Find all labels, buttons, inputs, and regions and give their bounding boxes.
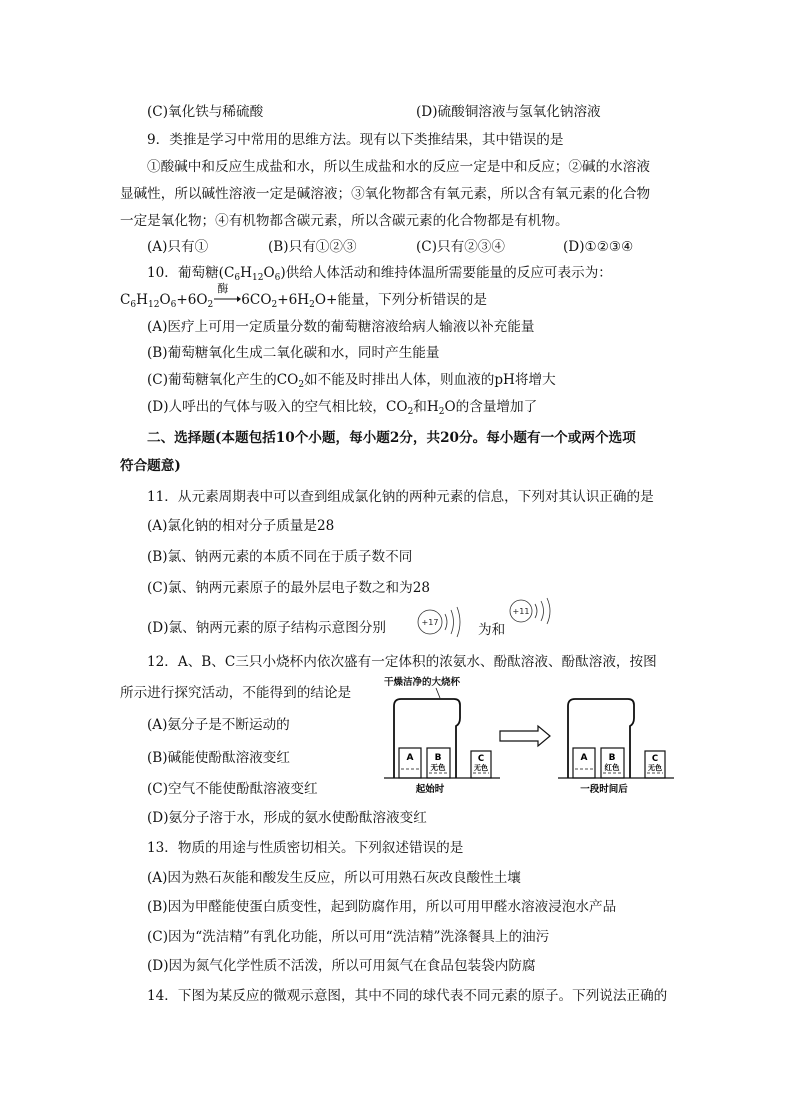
- beaker-c-colorless-after: 无色: [648, 764, 662, 772]
- q11-option-d: (D)氯、钠两元素的原子结构示意图分别: [147, 620, 387, 636]
- beaker-c-label-after: C: [651, 754, 659, 764]
- beaker-a-label: A: [406, 753, 414, 763]
- q9-option-c: (C)只有②③④: [416, 239, 505, 255]
- section2-heading: 二、选择题(本题包括10个小题，每小题2分，共20分。每小题有一个或两个选项: [147, 430, 636, 446]
- q8-option-c: (C)氧化铁与稀硫酸: [147, 104, 264, 120]
- ammonia-experiment-figure: [378, 672, 678, 796]
- cl-nucleus-label: +17: [421, 618, 439, 627]
- caption-after: 一段时间后: [580, 784, 628, 795]
- q10-equation: $C_6H_{12}O_6+6O_2$ 酶 $6CO_2+6H_2O+$能量，下列分析错误的是: [120, 282, 487, 310]
- beaker-c-colorless: 无色: [474, 764, 488, 772]
- q14-stem: 14．下图为某反应的微观示意图，其中不同的球代表不同元素的原子。下列说法正确的: [147, 988, 668, 1004]
- beaker-b-red: 红色: [604, 763, 620, 772]
- q12-stem-line1: 12．A、B、C三只小烧杯内依次盛有一定体积的浓氨水、酚酞溶液、酚酞溶液，按图: [147, 654, 657, 670]
- q9-stem: 9．类推是学习中常用的思维方法。现有以下类推结果，其中错误的是: [147, 132, 564, 148]
- section2-heading-cont: 符合题意): [120, 458, 181, 474]
- caption-start: 起始时: [415, 784, 445, 795]
- enzyme-arrow: 酶: [213, 290, 241, 306]
- beaker-b-colorless: 无色: [430, 763, 446, 772]
- q9-body-line2: 显碱性，所以碱性溶液一定是碱溶液；③氧化物都含有氧元素，所以含有氧元素的化合物: [120, 186, 651, 202]
- q9-body-line1: ①酸碱中和反应生成盐和水，所以生成盐和水的反应一定是中和反应；②碱的水溶液: [147, 159, 650, 175]
- q13-option-a: (A)因为熟石灰能和酸发生反应，所以可用熟石灰改良酸性土壤: [147, 870, 521, 886]
- beaker-a-label-after: A: [580, 753, 588, 763]
- process-arrow: [500, 726, 550, 746]
- beaker-b-label-after: B: [608, 753, 616, 763]
- q8-option-d: (D)硫酸铜溶液与氢氧化钠溶液: [416, 104, 601, 120]
- q10-option-b: (B)葡萄糖氧化生成二氧化碳和水，同时产生能量: [147, 345, 440, 361]
- q12-option-a: (A)氨分子是不断运动的: [147, 717, 290, 733]
- q11-option-d-join: 为和: [478, 622, 506, 638]
- q10-option-a: (A)医疗上可用一定质量分数的葡萄糖溶液给病人输液以补充能量: [147, 319, 535, 335]
- q12-option-b: (B)碱能使酚酞溶液变红: [147, 750, 290, 766]
- q11-option-b: (B)氯、钠两元素的本质不同在于质子数不同: [147, 549, 413, 565]
- q13-option-b: (B)因为甲醛能使蛋白质变性，起到防腐作用，所以可用甲醛水溶液浸泡水产品: [147, 899, 617, 915]
- q13-option-d: (D)因为氮气化学性质不活泼，所以可用氮气在食品包装袋内防腐: [147, 958, 536, 974]
- q13-option-c: (C)因为“洗洁精”有乳化功能，所以可用“洗洁精”洗涤餐具上的油污: [147, 929, 550, 945]
- q11-option-a: (A)氯化钠的相对分子质量是28: [147, 518, 335, 534]
- q9-option-d: (D)①②③④: [563, 239, 634, 255]
- q10-option-d: (D)人呼出的气体与吸入的空气相比较，$CO_2$和$H_2O$的含量增加了: [147, 399, 538, 417]
- beaker-c-label: C: [477, 754, 485, 764]
- q12-option-c: (C)空气不能使酚酞溶液变红: [147, 781, 318, 797]
- q12-option-d: (D)氨分子溶于水，形成的氨水使酚酞溶液变红: [147, 810, 427, 826]
- big-beaker-label: 干燥洁净的大烧杯: [384, 677, 461, 688]
- q10-stem: 10．葡萄糖$(C_6H_{12}O_6)$供给人体活动和维持体温所需要能量的反应可表示为：: [147, 265, 612, 283]
- na-nucleus-label: +11: [512, 607, 530, 616]
- q11-option-c: (C)氯、钠两元素原子的最外层电子数之和为28: [147, 580, 430, 596]
- q13-stem: 13．物质的用途与性质密切相关。下列叙述错误的是: [147, 840, 464, 856]
- cl-atom-diagram: [415, 600, 465, 640]
- q9-body-line3: 一定是氧化物；④有机物都含碳元素，所以含碳元素的化合物都是有机物。: [120, 213, 569, 229]
- q10-option-c: (C)葡萄糖氧化产生的$CO_2$如不能及时排出人体，则血液的pH将增大: [147, 372, 556, 390]
- q9-option-b: (B)只有①②③: [268, 239, 357, 255]
- q12-stem-line2: 所示进行探究活动，不能得到的结论是: [120, 685, 352, 701]
- q9-option-a: (A)只有①: [147, 239, 209, 255]
- na-atom-diagram: [506, 593, 558, 633]
- q11-stem: 11．从元素周期表中可以查到组成氯化钠的两种元素的信息，下列对其认识正确的是: [147, 489, 654, 505]
- beaker-b-label: B: [434, 753, 442, 763]
